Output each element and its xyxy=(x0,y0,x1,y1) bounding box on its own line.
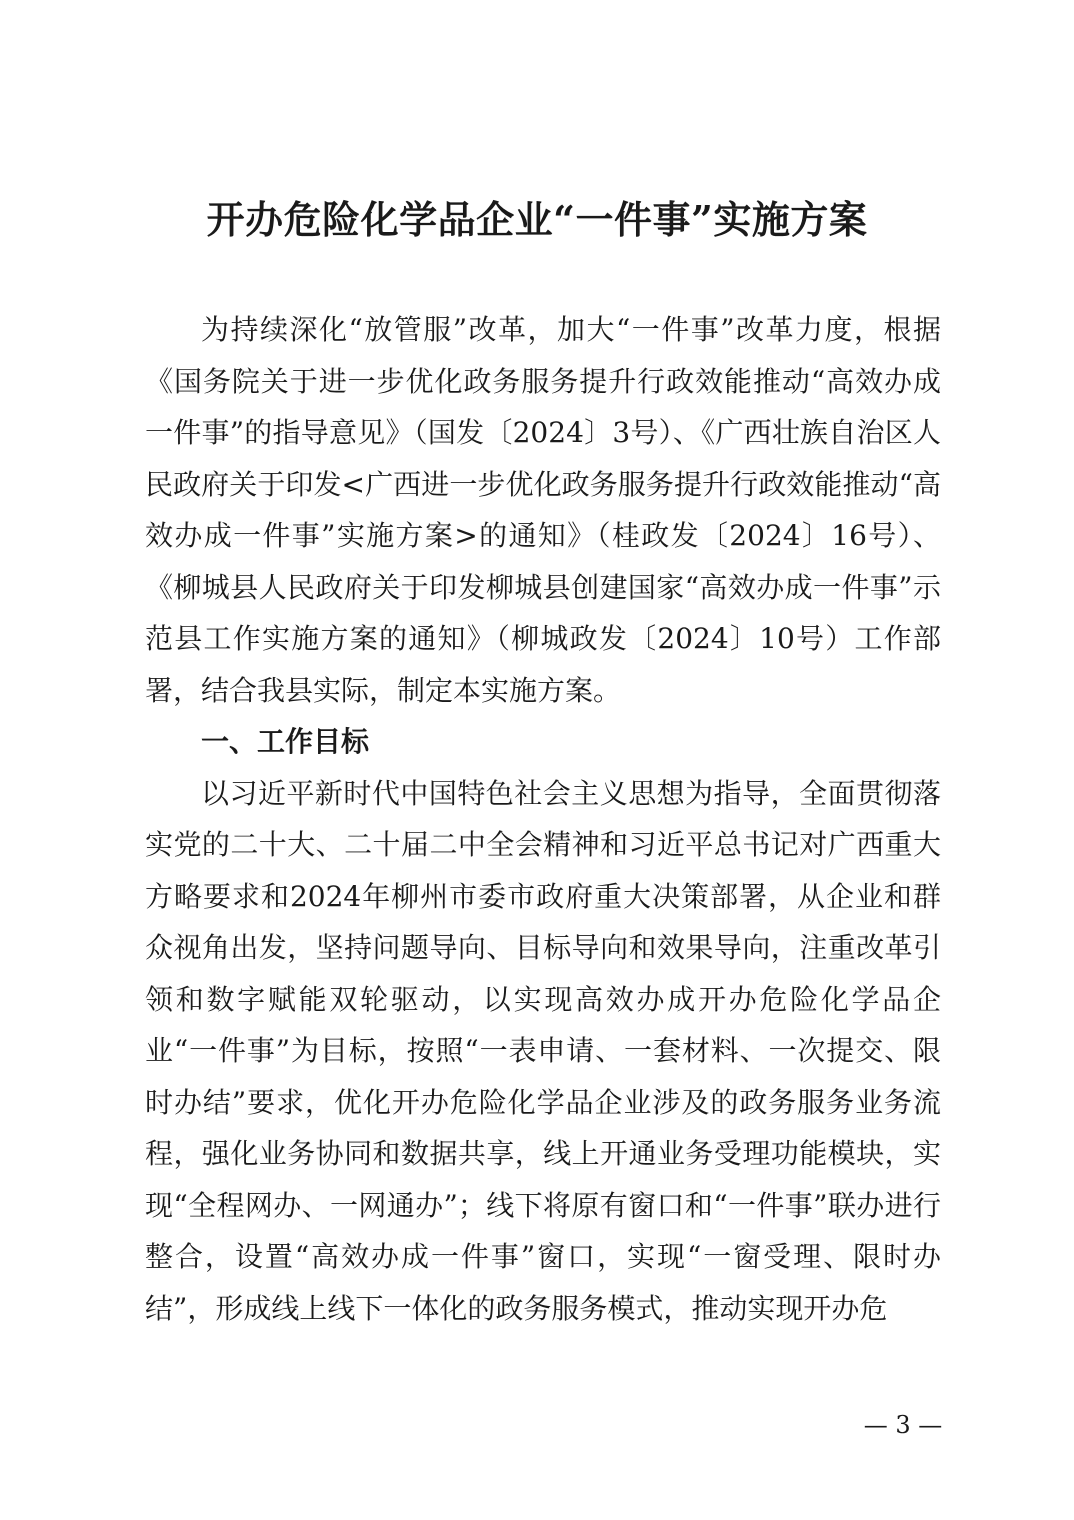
paragraph-intro: 为持续深化“放管服”改革，加大“一件事”改革力度，根据《国务院关于进一步优化政务服务提升行政效能推动“高效办成一件事”的指导意见》（国发〔2024〕3号）、《广西壮族自治区人民政府关于印发<广西进一步优化政务服务提升行政效能推动“高效办成一件事”实施方案>的通知》（桂政发〔2024〕16号）、《柳城县人民政府关于印发柳城县创建国家“高效办成一件事”示范县工作实施方案的通知》（柳城政发〔2024〕10号）工作部署，结合我县实际，制定本实施方案。 xyxy=(145,313,941,707)
section-heading-work-goals: 一、工作目标 xyxy=(201,725,370,758)
document-title: 开办危险化学品企业“一件事”实施方案 xyxy=(206,197,868,242)
document-body xyxy=(145,304,941,1334)
paragraph-work-goals: 以习近平新时代中国特色社会主义思想为指导，全面贯彻落实党的二十大、二十届二中全会精神和习近平总书记对广西重大方略要求和2024年柳州市委市政府重大决策部署，从企业和群众视角出发，坚持问题导向、目标导向和效果导向，注重改革引领和数字赋能双轮驱动，以实现高效办成开办危险化学品企业“一件事”为目标，按照“一表申请、一套材料、一次提交、限时办结”要求，优化开办危险化学品企业涉及的政务服务业务流程，强化业务协同和数据共享，线上开通业务受理功能模块，实现“全程网办、一网通办”；线下将原有窗口和“一件事”联办进行整合，设置“高效办成一件事”窗口，实现“一窗受理、限时办结”，形成线上线下一体化的政务服务模式，推动实现开办危 xyxy=(145,776,941,1325)
page-number: — 3 — xyxy=(863,1411,943,1439)
